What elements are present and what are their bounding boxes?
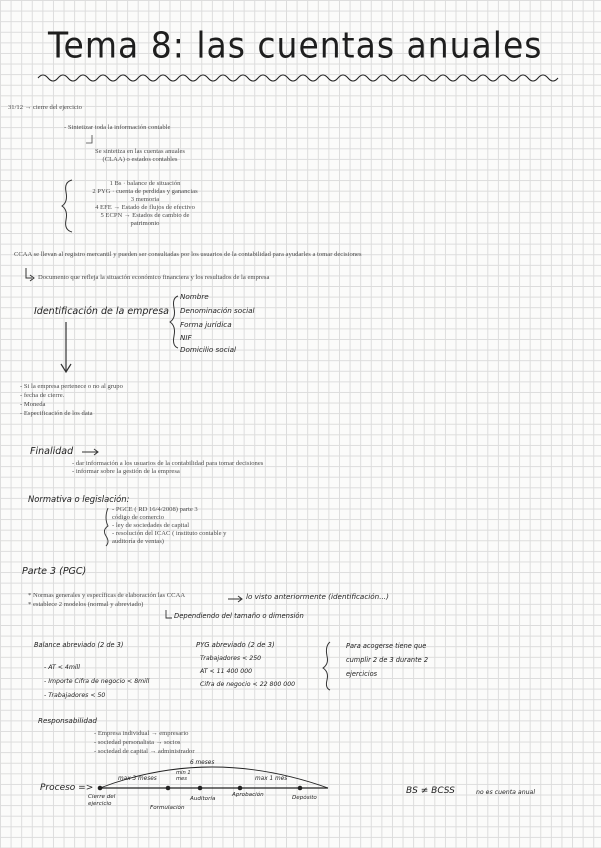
- timeline-top: max 1 mes: [255, 776, 288, 782]
- finalidad-label: Finalidad: [30, 446, 74, 457]
- normativa-line: - PGCE ( RD 16/4/2008) parte 3: [112, 506, 198, 513]
- ccaa-item: 2 PYG · cuenta de perdidas y ganancias: [92, 188, 198, 195]
- ccaa-item: 1 Bs · balance de situación: [109, 180, 181, 187]
- timeline-bottom: Cierre del ejercicio: [88, 794, 116, 807]
- parte3-line2: * establece 2 modelos (normal y abreviado): [28, 601, 144, 608]
- resp-line: - sociedad personalista → socios: [94, 739, 181, 746]
- title-underline: [38, 75, 558, 81]
- synth2a: Se sintetiza en las cuentas anuales: [95, 148, 185, 155]
- timeline-bottom: Auditoría: [190, 796, 216, 802]
- timeline-top: min 1 mes: [176, 770, 191, 782]
- ident-item: NIF: [180, 333, 192, 342]
- finalidad-line: - informar sobre la gestión de la empresa: [72, 468, 180, 475]
- ident-extra: - fecha de cierre.: [20, 392, 65, 399]
- ident-extra: - Especificación de los data: [20, 410, 93, 417]
- finalidad-line: - dar información a los usuarios de la contabilidad para tomar decisiones: [72, 460, 264, 467]
- normativa-line: - ley de sociedades de capital: [112, 522, 190, 529]
- ident-item: Domicilio social: [180, 345, 237, 354]
- identificacion-label: Identificación de la empresa: [34, 306, 169, 317]
- ident-item: Denominación social: [180, 306, 255, 315]
- bscss: BS ≠ BCSS: [406, 786, 455, 796]
- normativa-line: código de comercio: [112, 514, 164, 521]
- timeline-bottom: Aprobación: [232, 792, 264, 798]
- ident-item: Forma jurídica: [180, 320, 232, 329]
- ccaa-item: 5 ECPN → Estados de cambio de: [100, 212, 190, 219]
- normativa-line: - resolución del ICAC ( instituto contable y: [112, 530, 227, 537]
- timeline-bottom: Formulación: [150, 805, 185, 811]
- pyg-title: PYG abreviado (2 de 3): [196, 641, 275, 649]
- timeline-top: 6 meses: [190, 760, 215, 766]
- nota: no es cuenta anual: [476, 789, 536, 796]
- acogerse-line: ejercicios: [346, 670, 378, 678]
- synth-line: - Sintetizar toda la información contable: [64, 124, 171, 131]
- ccaa-item: 4 EFE → Estado de flujos de efectivo: [95, 204, 195, 211]
- page-title: Tema 8: las cuentas anuales: [48, 24, 543, 67]
- balance-item: - Trabajadores < 50: [44, 692, 106, 699]
- acogerse-line: Para acogerse tiene que: [346, 642, 427, 650]
- ident-item: Nombre: [180, 292, 209, 301]
- resp-line: - sociedad de capital → administrador: [94, 748, 195, 755]
- parte3-label: Parte 3 (PGC): [22, 566, 87, 577]
- timeline-top: max 3 meses: [118, 776, 157, 782]
- pyg-item: Cifra de negocio < 22 800 000: [200, 681, 296, 688]
- registro-line: CCAA se llevan al registro mercantil y pueden ser consultadas por los usuarios de la contabilidad para ayudarles a tomar decisiones: [14, 251, 362, 258]
- ccaa-item: patrimonio: [130, 220, 160, 227]
- timeline-bottom: Depósito: [292, 795, 317, 801]
- synth2b: (CLAA) o estados contables: [102, 156, 178, 163]
- resp-line: - Empresa individual → empresario: [94, 730, 189, 737]
- dependiendo: Dependiendo del tamaño o dimensión: [174, 612, 304, 620]
- responsabilidad-label: Responsabilidad: [38, 716, 97, 725]
- pyg-item: AT < 11 400 000: [200, 668, 253, 675]
- parte3-line1: * Normas generales y específicas de elaboración las CCAA: [28, 592, 186, 599]
- ident-extra: - Si la empresa pertenece o no al grupo: [20, 383, 123, 390]
- pyg-item: Trabajadores < 250: [200, 655, 262, 662]
- documento-line: Documento que refleja la situación económico financiera y los resultados de la empresa: [38, 274, 270, 281]
- parte3-line1b: lo visto anteriormente (identificación...): [246, 592, 389, 601]
- acogerse-line: cumplir 2 de 3 durante 2: [346, 656, 429, 664]
- normativa-line: auditoría de ventas): [112, 538, 164, 545]
- date-line: 31/12 → cierre del ejercicio: [8, 104, 82, 111]
- balance-title: Balance abreviado (2 de 3): [34, 641, 124, 649]
- ccaa-item: 3 memoria: [130, 196, 160, 203]
- proceso-label: Proceso =>: [40, 783, 94, 793]
- ident-extra: - Moneda: [20, 401, 46, 408]
- balance-item: - AT < 4mill: [44, 664, 81, 671]
- balance-item: - Importe Cifra de negocio < 8mill: [44, 678, 150, 685]
- normativa-label: Normativa o legislación:: [28, 494, 130, 504]
